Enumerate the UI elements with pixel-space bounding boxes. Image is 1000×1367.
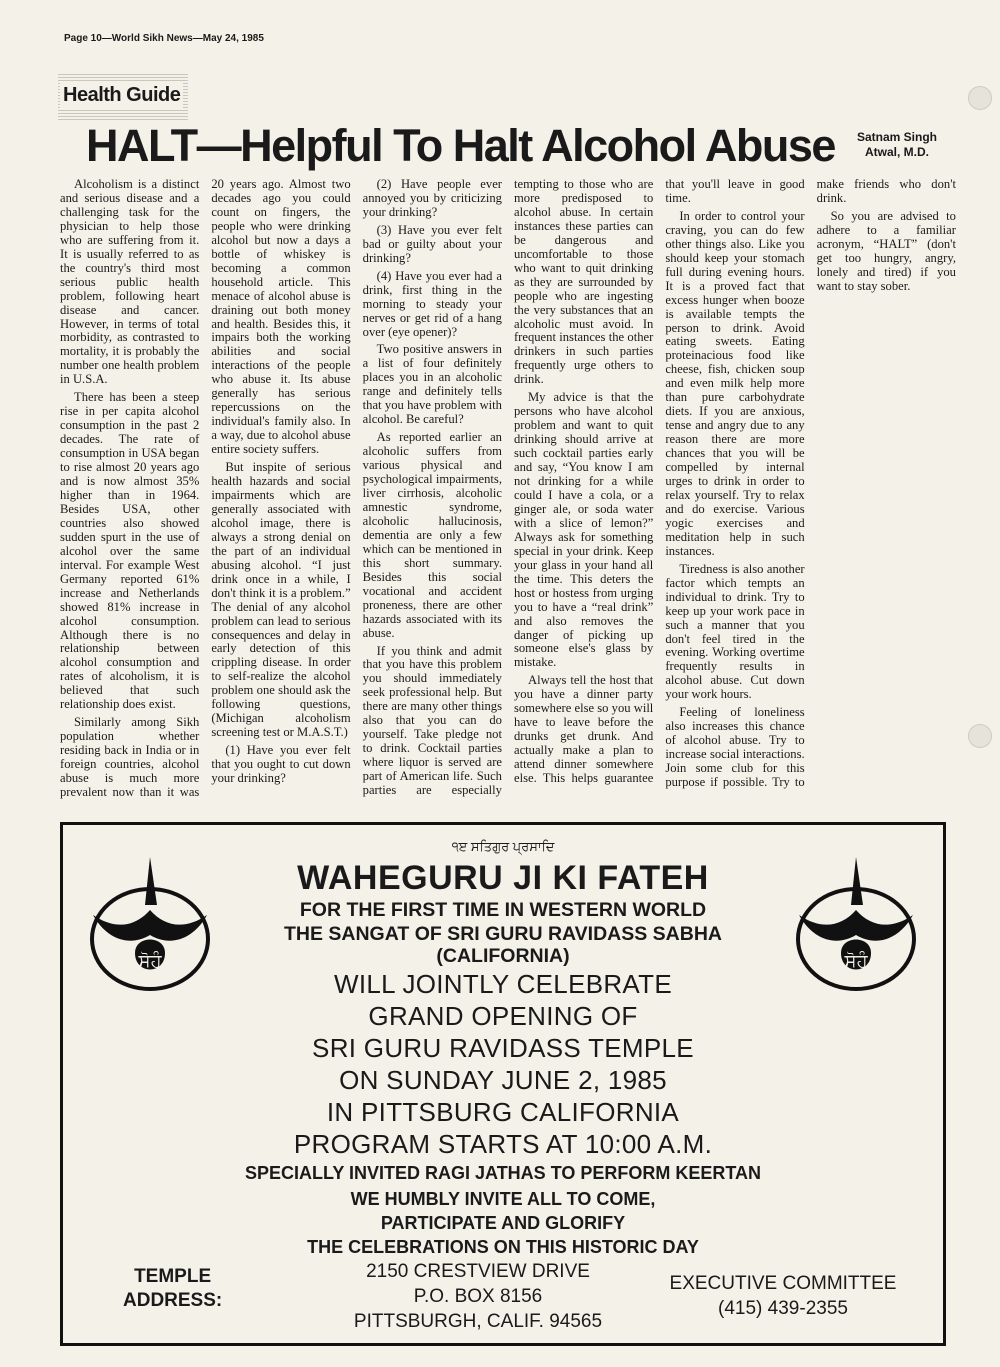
article-paragraph: (2) Have people ever annoyed you by criticizing your drinking?	[362, 177, 502, 219]
svg-text:ਸੋਹੰ: ਸੋਹੰ	[138, 951, 162, 972]
article-paragraph: In order to control your craving, you can do few other things also. Like you should keep your stomach full during evening hours. It is a proved fact that excess hunger when booze is available tempts the person to drink. Avoid eating sweets. Eating proteinacious food like cheese, fish, chicken soup and even milk help more than pure carbohydrate diets. If you are anxious, tense and angry due to any reason there are more chances that you will be compelled by internal urges to drink in order to relax yourself. Try to relax and do exercise. Various yogic exercises and meditation help in such instances.	[665, 208, 805, 558]
ad-line: ON SUNDAY JUNE 2, 1985	[339, 1065, 667, 1095]
ad-gurmukhi-invocation: ੧ੲ ਸਤਿਗੁਰ ਪ੍ਰਸਾਦਿ	[451, 839, 555, 854]
article-paragraph: As reported earlier an alcoholic suffers from various physical and psychological impairments, liver cirrhosis, alcoholic amnestic syndrome, alcoholic hallucinosis, dementia are only a few which can be mentioned in this short summary. Besides this social vocational and accident proneness, there are other hazards associated with its abuse.	[362, 430, 502, 640]
ad-line: FOR THE FIRST TIME IN WESTERN WORLD	[299, 899, 707, 921]
ad-line: WILL JOINTLY CELEBRATE	[334, 969, 672, 999]
article-paragraph: Tiredness is also another factor which tempts an individual to drink. Try to keep up your work pace in such a manner that you don't feel tired in the evening. Working overtime frequently results in alcohol abuse. Cut down your work hours.	[665, 561, 805, 702]
executive-committee	[643, 1271, 923, 1321]
ad-line: THE CELEBRATIONS ON THIS HISTORIC DAY	[307, 1237, 699, 1257]
ad-line: SRI GURU RAVIDASS TEMPLE	[312, 1033, 694, 1063]
temple-address-label: TEMPLE ADDRESS:	[123, 1266, 223, 1311]
section-tag	[58, 74, 188, 120]
committee-label: EXECUTIVE COMMITTEE	[669, 1273, 897, 1294]
article-paragraph: So you are advised to adhere to a familiar acronym, “HALT” (don't get too hungry, angry, lonely and tired) if you want to stay sober.	[816, 208, 956, 293]
ad-line: PROGRAM STARTS AT 10:00 A.M.	[293, 1129, 713, 1159]
article-paragraph: Always tell the host that you have a dinner party somewhere else so you will have to leave before the drunks get drunk. And actually make a plan to attend dinner somewhere else. This helps guarantee that you'll leave in good time.	[513, 177, 805, 786]
committee-phone: (415) 439-2355	[718, 1298, 848, 1319]
article-paragraph: Two positive answers in a list of four definitely places you in an alcoholic range and definitely tells that you have problem with alcohol. Be careful?	[362, 342, 502, 427]
article-paragraph: (1) Have you ever felt that you ought to cut down your drinking?	[211, 743, 351, 786]
article-paragraph: My advice is that the persons who have alcohol problem and want to quit drinking should arrive at such cocktail parties early and say, “You know I am not drinking for a while could I have a cola, or a ginger ale, or soda water with a slice of lemon?” Always ask for something special in your drink. Keep your glass in your hand all the time. This deters the host or hostess from urging you to have a “real drink” and also removes the danger of picking up someone else's glass by mistake.	[513, 390, 654, 670]
temple-address: 2150 CRESTVIEW DRIVE P.O. BOX 8156 PITTSBURGH, CALIF. 94565	[353, 1261, 603, 1332]
ad-line: SPECIALLY INVITED RAGI JATHAS TO PERFORM KEERTAN	[244, 1163, 762, 1183]
author-name: Satnam Singh	[857, 130, 938, 144]
ad-line: THE SANGAT OF SRI GURU RAVIDASS SABHA	[283, 923, 723, 945]
advertisement-box	[60, 822, 946, 1346]
article-paragraph: Feeling of loneliness also increases this chance of alcohol abuse. Try to increase social interactions. Join some club for this purpose if possible. Try to make friends who don't drink.	[665, 177, 956, 790]
ad-line: WE HUMBLY INVITE ALL TO COME,	[350, 1189, 656, 1209]
article-paragraph: But inspite of serious health hazards and social impairments which are generally associated with alcohol image, there is always a strong denial on the part of an individual abusing alcohol. “I just drink once in a while, I don't think it is a problem.” The denial of any alcohol problem can lead to serious consequences and delay in early detection of this crippling disease. In order to self-realize the alcohol problem one should ask the following questions, (Michigan alcoholism screening test or M.A.S.T.)	[211, 460, 351, 740]
section-label: Health Guide	[60, 83, 183, 108]
page-header: Page 10—World Sikh News—May 24, 1985	[64, 33, 264, 44]
article-body	[60, 178, 956, 810]
ad-headline: WAHEGURU JI KI FATEH	[297, 859, 709, 897]
ad-line: PARTICIPATE AND GLORIFY	[380, 1213, 626, 1233]
byline	[857, 130, 967, 160]
binder-hole	[968, 86, 992, 110]
article-paragraph: Alcoholism is a distinct and serious disease and a challenging task for the physician to help those who are suffering from it. It is usually referred to as the country's third most serious public health problem, following heart disease and cancer. However, in terms of total morbidity, as contrasted to mortality, it is probably the number one health problem in U.S.A.	[60, 177, 200, 387]
ad-line: GRAND OPENING OF	[368, 1001, 638, 1031]
article-paragraph: (4) Have you ever had a drink, first thing in the morning to steady your nerves or get rid of a hang over (eye opener)?	[362, 268, 502, 339]
article-paragraph: Similarly among Sikh population whether residing back in India or in foreign countries, alcohol abuse is much more prevalent now than it was 20 years ago. Almost two decades ago you could count on fingers, the people who were drinking alcohol but now a days a bottle of whiskey is becoming a common household article. This menace of alcohol abuse is draining out both money and health. Besides this, it impairs both the working abilities and social interactions of the people who abuse it. Its abuse generally has serious repercussions on the individual's family also. In a way, due to alcohol abuse entire society suffers.	[60, 177, 351, 799]
article-paragraph: There has been a steep rise in per capita alcohol consumption in the past 2 decades. The rate of consumption in USA began to rise almost 20 years ago and is now almost 35% higher than in 1964. Besides USA, other countries also showed sudden spurt in the use of alcohol over the same interval. For example West Germany reported 61% increase and Netherlands showed 81% increase in alcohol consumption. Although there is no relationship between alcohol consumption and rates of alcoholism, it is believed that such relationship does exist.	[60, 390, 200, 712]
svg-text:ਸੋਹੰ: ਸੋਹੰ	[844, 951, 868, 972]
article-paragraph: If you think and admit that you have this problem you should immediately seek professional help. But there are many other things also that you can do yourself. Take pledge not to drink. Cocktail parties where liquor is served are part of American life. Such parties are especially tempting to those who are more predisposed to alcohol abuse. In certain instances these parties can be dangerous and uncomfortable to those who want to quit drinking as they are surrounded by people who are ingesting the very substances that an alcoholic must avoid. In frequent instances the other drinkers in such parties frequently urge others to drink.	[362, 177, 654, 798]
headline: HALT—Helpful To Halt Alcohol Abuse	[86, 120, 835, 171]
author-credentials: Atwal, M.D.	[865, 145, 930, 159]
article-paragraph: (3) Have you ever felt bad or guilty about your drinking?	[362, 222, 502, 265]
binder-hole	[968, 724, 992, 748]
ad-line: IN PITTSBURG CALIFORNIA	[326, 1097, 680, 1127]
ad-line: (CALIFORNIA)	[436, 945, 570, 967]
